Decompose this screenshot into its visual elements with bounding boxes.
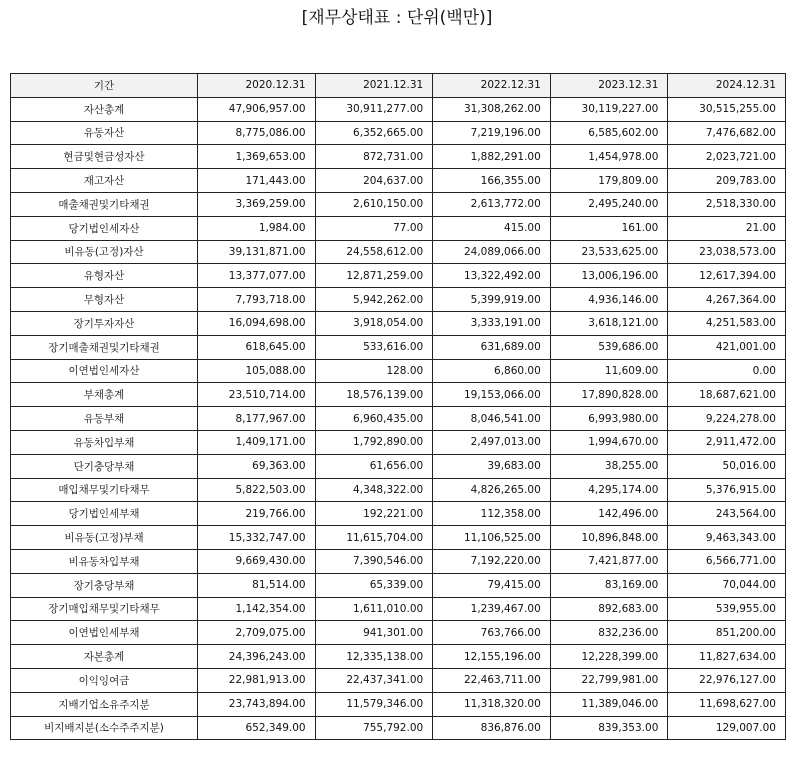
table-row bbox=[11, 668, 786, 692]
table-cell: 4,295,174.00 bbox=[550, 478, 668, 502]
row-label: 유형자산 bbox=[11, 264, 198, 288]
table-cell: 851,200.00 bbox=[668, 621, 786, 645]
table-cell: 7,421,877.00 bbox=[550, 549, 668, 573]
table-cell: 8,177,967.00 bbox=[198, 407, 316, 431]
table-cell: 2,610,150.00 bbox=[315, 192, 433, 216]
table-cell: 65,339.00 bbox=[315, 573, 433, 597]
table-cell: 1,409,171.00 bbox=[198, 430, 316, 454]
column-header: 2021.12.31 bbox=[315, 74, 433, 98]
row-label: 비유동(고정)자산 bbox=[11, 240, 198, 264]
table-row bbox=[11, 526, 786, 550]
table-cell: 1,611,010.00 bbox=[315, 597, 433, 621]
table-cell: 22,981,913.00 bbox=[198, 668, 316, 692]
table-cell: 61,656.00 bbox=[315, 454, 433, 478]
row-label: 매입채무및기타채무 bbox=[11, 478, 198, 502]
row-label: 비지배지분(소수주주지분) bbox=[11, 716, 198, 740]
table-cell: 243,564.00 bbox=[668, 502, 786, 526]
table-cell: 22,463,711.00 bbox=[433, 668, 551, 692]
table-cell: 6,566,771.00 bbox=[668, 549, 786, 573]
table-cell: 171,443.00 bbox=[198, 169, 316, 193]
page-title: [재무상태표 : 단위(백만)] bbox=[301, 8, 493, 28]
table-row bbox=[11, 716, 786, 740]
table-row bbox=[11, 97, 786, 121]
table-cell: 21.00 bbox=[668, 216, 786, 240]
table-cell: 7,793,718.00 bbox=[198, 288, 316, 312]
table-cell: 15,332,747.00 bbox=[198, 526, 316, 550]
table-cell: 70,044.00 bbox=[668, 573, 786, 597]
row-label: 장기매입채무및기타채무 bbox=[11, 597, 198, 621]
table-row bbox=[11, 645, 786, 669]
table-cell: 755,792.00 bbox=[315, 716, 433, 740]
table-cell: 4,936,146.00 bbox=[550, 288, 668, 312]
table-cell: 1,792,890.00 bbox=[315, 430, 433, 454]
row-label: 현금및현금성자산 bbox=[11, 145, 198, 169]
table-cell: 631,689.00 bbox=[433, 335, 551, 359]
table-cell: 2,023,721.00 bbox=[668, 145, 786, 169]
table-row bbox=[11, 549, 786, 573]
table-cell: 4,251,583.00 bbox=[668, 311, 786, 335]
table-cell: 39,683.00 bbox=[433, 454, 551, 478]
table-cell: 533,616.00 bbox=[315, 335, 433, 359]
row-label: 이연법인세자산 bbox=[11, 359, 198, 383]
table-cell: 12,155,196.00 bbox=[433, 645, 551, 669]
row-label: 비유동(고정)부채 bbox=[11, 526, 198, 550]
table-cell: 839,353.00 bbox=[550, 716, 668, 740]
table-row bbox=[11, 359, 786, 383]
table-cell: 69,363.00 bbox=[198, 454, 316, 478]
table-cell: 17,890,828.00 bbox=[550, 383, 668, 407]
table-cell: 832,236.00 bbox=[550, 621, 668, 645]
column-header-period: 기간 bbox=[11, 74, 198, 98]
table-cell: 6,860.00 bbox=[433, 359, 551, 383]
table-cell: 24,558,612.00 bbox=[315, 240, 433, 264]
table-cell: 6,993,980.00 bbox=[550, 407, 668, 431]
table-cell: 2,495,240.00 bbox=[550, 192, 668, 216]
table-cell: 2,911,472.00 bbox=[668, 430, 786, 454]
table-cell: 941,301.00 bbox=[315, 621, 433, 645]
table-cell: 209,783.00 bbox=[668, 169, 786, 193]
table-cell: 30,119,227.00 bbox=[550, 97, 668, 121]
table-cell: 4,348,322.00 bbox=[315, 478, 433, 502]
table-cell: 16,094,698.00 bbox=[198, 311, 316, 335]
table-cell: 11,106,525.00 bbox=[433, 526, 551, 550]
table-cell: 4,267,364.00 bbox=[668, 288, 786, 312]
table-cell: 2,518,330.00 bbox=[668, 192, 786, 216]
table-cell: 8,775,086.00 bbox=[198, 121, 316, 145]
table-cell: 23,038,573.00 bbox=[668, 240, 786, 264]
table-cell: 19,153,066.00 bbox=[433, 383, 551, 407]
table-cell: 22,976,127.00 bbox=[668, 668, 786, 692]
table-cell: 79,415.00 bbox=[433, 573, 551, 597]
table-cell: 836,876.00 bbox=[433, 716, 551, 740]
table-cell: 11,615,704.00 bbox=[315, 526, 433, 550]
table-cell: 1,369,653.00 bbox=[198, 145, 316, 169]
column-header: 2022.12.31 bbox=[433, 74, 551, 98]
table-cell: 415.00 bbox=[433, 216, 551, 240]
table-row bbox=[11, 692, 786, 716]
table-cell: 4,826,265.00 bbox=[433, 478, 551, 502]
table-cell: 11,579,346.00 bbox=[315, 692, 433, 716]
table-cell: 83,169.00 bbox=[550, 573, 668, 597]
table-row bbox=[11, 288, 786, 312]
table-row bbox=[11, 216, 786, 240]
table-cell: 129,007.00 bbox=[668, 716, 786, 740]
row-label: 매출채권및기타채권 bbox=[11, 192, 198, 216]
table-row bbox=[11, 169, 786, 193]
table-cell: 618,645.00 bbox=[198, 335, 316, 359]
table-cell: 6,585,602.00 bbox=[550, 121, 668, 145]
row-label: 자산총계 bbox=[11, 97, 198, 121]
table-cell: 539,955.00 bbox=[668, 597, 786, 621]
row-label: 장기충당부채 bbox=[11, 573, 198, 597]
table-cell: 1,984.00 bbox=[198, 216, 316, 240]
table-cell: 204,637.00 bbox=[315, 169, 433, 193]
table-body bbox=[11, 97, 786, 740]
table-cell: 3,333,191.00 bbox=[433, 311, 551, 335]
table-cell: 12,228,399.00 bbox=[550, 645, 668, 669]
balance-sheet-table bbox=[10, 73, 786, 740]
table-row bbox=[11, 407, 786, 431]
table-cell: 128.00 bbox=[315, 359, 433, 383]
row-label: 비유동차입부채 bbox=[11, 549, 198, 573]
row-label: 이익잉여금 bbox=[11, 668, 198, 692]
table-cell: 7,219,196.00 bbox=[433, 121, 551, 145]
table-cell: 892,683.00 bbox=[550, 597, 668, 621]
table-cell: 9,224,278.00 bbox=[668, 407, 786, 431]
table-cell: 24,089,066.00 bbox=[433, 240, 551, 264]
table-cell: 539,686.00 bbox=[550, 335, 668, 359]
table-cell: 8,046,541.00 bbox=[433, 407, 551, 431]
column-header: 2024.12.31 bbox=[668, 74, 786, 98]
table-cell: 11,698,627.00 bbox=[668, 692, 786, 716]
table-cell: 2,497,013.00 bbox=[433, 430, 551, 454]
table-cell: 6,352,665.00 bbox=[315, 121, 433, 145]
table-row bbox=[11, 311, 786, 335]
table-cell: 11,609.00 bbox=[550, 359, 668, 383]
table-cell: 5,376,915.00 bbox=[668, 478, 786, 502]
row-label: 당기법인세부채 bbox=[11, 502, 198, 526]
table-cell: 30,911,277.00 bbox=[315, 97, 433, 121]
row-label: 유동부채 bbox=[11, 407, 198, 431]
row-label: 지배기업소유주지분 bbox=[11, 692, 198, 716]
table-cell: 38,255.00 bbox=[550, 454, 668, 478]
table-cell: 12,617,394.00 bbox=[668, 264, 786, 288]
table-cell: 7,390,546.00 bbox=[315, 549, 433, 573]
table-cell: 23,510,714.00 bbox=[198, 383, 316, 407]
table-cell: 2,613,772.00 bbox=[433, 192, 551, 216]
table-cell: 9,463,343.00 bbox=[668, 526, 786, 550]
table-row bbox=[11, 192, 786, 216]
table-cell: 30,515,255.00 bbox=[668, 97, 786, 121]
table-cell: 50,016.00 bbox=[668, 454, 786, 478]
table-cell: 3,918,054.00 bbox=[315, 311, 433, 335]
table-cell: 13,322,492.00 bbox=[433, 264, 551, 288]
table-cell: 0.00 bbox=[668, 359, 786, 383]
column-header: 2023.12.31 bbox=[550, 74, 668, 98]
table-cell: 179,809.00 bbox=[550, 169, 668, 193]
table-cell: 5,822,503.00 bbox=[198, 478, 316, 502]
table-cell: 31,308,262.00 bbox=[433, 97, 551, 121]
table-cell: 652,349.00 bbox=[198, 716, 316, 740]
row-label: 이연법인세부채 bbox=[11, 621, 198, 645]
table-row bbox=[11, 264, 786, 288]
table-cell: 23,533,625.00 bbox=[550, 240, 668, 264]
table-cell: 1,454,978.00 bbox=[550, 145, 668, 169]
table-cell: 1,882,291.00 bbox=[433, 145, 551, 169]
table-cell: 166,355.00 bbox=[433, 169, 551, 193]
row-label: 재고자산 bbox=[11, 169, 198, 193]
column-header: 2020.12.31 bbox=[198, 74, 316, 98]
table-cell: 11,827,634.00 bbox=[668, 645, 786, 669]
table-cell: 3,369,259.00 bbox=[198, 192, 316, 216]
table-row bbox=[11, 430, 786, 454]
table-row bbox=[11, 383, 786, 407]
table-cell: 7,476,682.00 bbox=[668, 121, 786, 145]
table-cell: 22,437,341.00 bbox=[315, 668, 433, 692]
table-row bbox=[11, 573, 786, 597]
row-label: 장기투자자산 bbox=[11, 311, 198, 335]
table-cell: 24,396,243.00 bbox=[198, 645, 316, 669]
table-cell: 421,001.00 bbox=[668, 335, 786, 359]
table-row bbox=[11, 335, 786, 359]
table-cell: 11,318,320.00 bbox=[433, 692, 551, 716]
table-cell: 23,743,894.00 bbox=[198, 692, 316, 716]
row-label: 유동차입부채 bbox=[11, 430, 198, 454]
table-row bbox=[11, 454, 786, 478]
table-cell: 142,496.00 bbox=[550, 502, 668, 526]
table-cell: 13,006,196.00 bbox=[550, 264, 668, 288]
table-cell: 763,766.00 bbox=[433, 621, 551, 645]
table-cell: 161.00 bbox=[550, 216, 668, 240]
table-cell: 39,131,871.00 bbox=[198, 240, 316, 264]
table-row bbox=[11, 121, 786, 145]
table-cell: 112,358.00 bbox=[433, 502, 551, 526]
table-cell: 5,942,262.00 bbox=[315, 288, 433, 312]
table-row bbox=[11, 145, 786, 169]
row-label: 자본총계 bbox=[11, 645, 198, 669]
table-row bbox=[11, 597, 786, 621]
row-label: 당기법인세자산 bbox=[11, 216, 198, 240]
table-cell: 3,618,121.00 bbox=[550, 311, 668, 335]
table-cell: 1,994,670.00 bbox=[550, 430, 668, 454]
table-cell: 81,514.00 bbox=[198, 573, 316, 597]
table-cell: 1,142,354.00 bbox=[198, 597, 316, 621]
table-cell: 13,377,077.00 bbox=[198, 264, 316, 288]
table-cell: 6,960,435.00 bbox=[315, 407, 433, 431]
table-row bbox=[11, 240, 786, 264]
row-label: 부채총계 bbox=[11, 383, 198, 407]
table-row bbox=[11, 478, 786, 502]
table-cell: 22,799,981.00 bbox=[550, 668, 668, 692]
row-label: 장기매출채권및기타채권 bbox=[11, 335, 198, 359]
table-cell: 872,731.00 bbox=[315, 145, 433, 169]
row-label: 유동자산 bbox=[11, 121, 198, 145]
table-cell: 5,399,919.00 bbox=[433, 288, 551, 312]
table-cell: 105,088.00 bbox=[198, 359, 316, 383]
table-header-row bbox=[11, 74, 786, 98]
table-cell: 9,669,430.00 bbox=[198, 549, 316, 573]
table-cell: 219,766.00 bbox=[198, 502, 316, 526]
table-cell: 1,239,467.00 bbox=[433, 597, 551, 621]
table-cell: 77.00 bbox=[315, 216, 433, 240]
table-cell: 18,576,139.00 bbox=[315, 383, 433, 407]
table-cell: 2,709,075.00 bbox=[198, 621, 316, 645]
row-label: 무형자산 bbox=[11, 288, 198, 312]
table-row bbox=[11, 621, 786, 645]
table-cell: 7,192,220.00 bbox=[433, 549, 551, 573]
table-cell: 18,687,621.00 bbox=[668, 383, 786, 407]
row-label: 단기충당부채 bbox=[11, 454, 198, 478]
table-cell: 12,871,259.00 bbox=[315, 264, 433, 288]
table-cell: 47,906,957.00 bbox=[198, 97, 316, 121]
table-cell: 10,896,848.00 bbox=[550, 526, 668, 550]
table-cell: 192,221.00 bbox=[315, 502, 433, 526]
table-cell: 11,389,046.00 bbox=[550, 692, 668, 716]
table-cell: 12,335,138.00 bbox=[315, 645, 433, 669]
table-row bbox=[11, 502, 786, 526]
